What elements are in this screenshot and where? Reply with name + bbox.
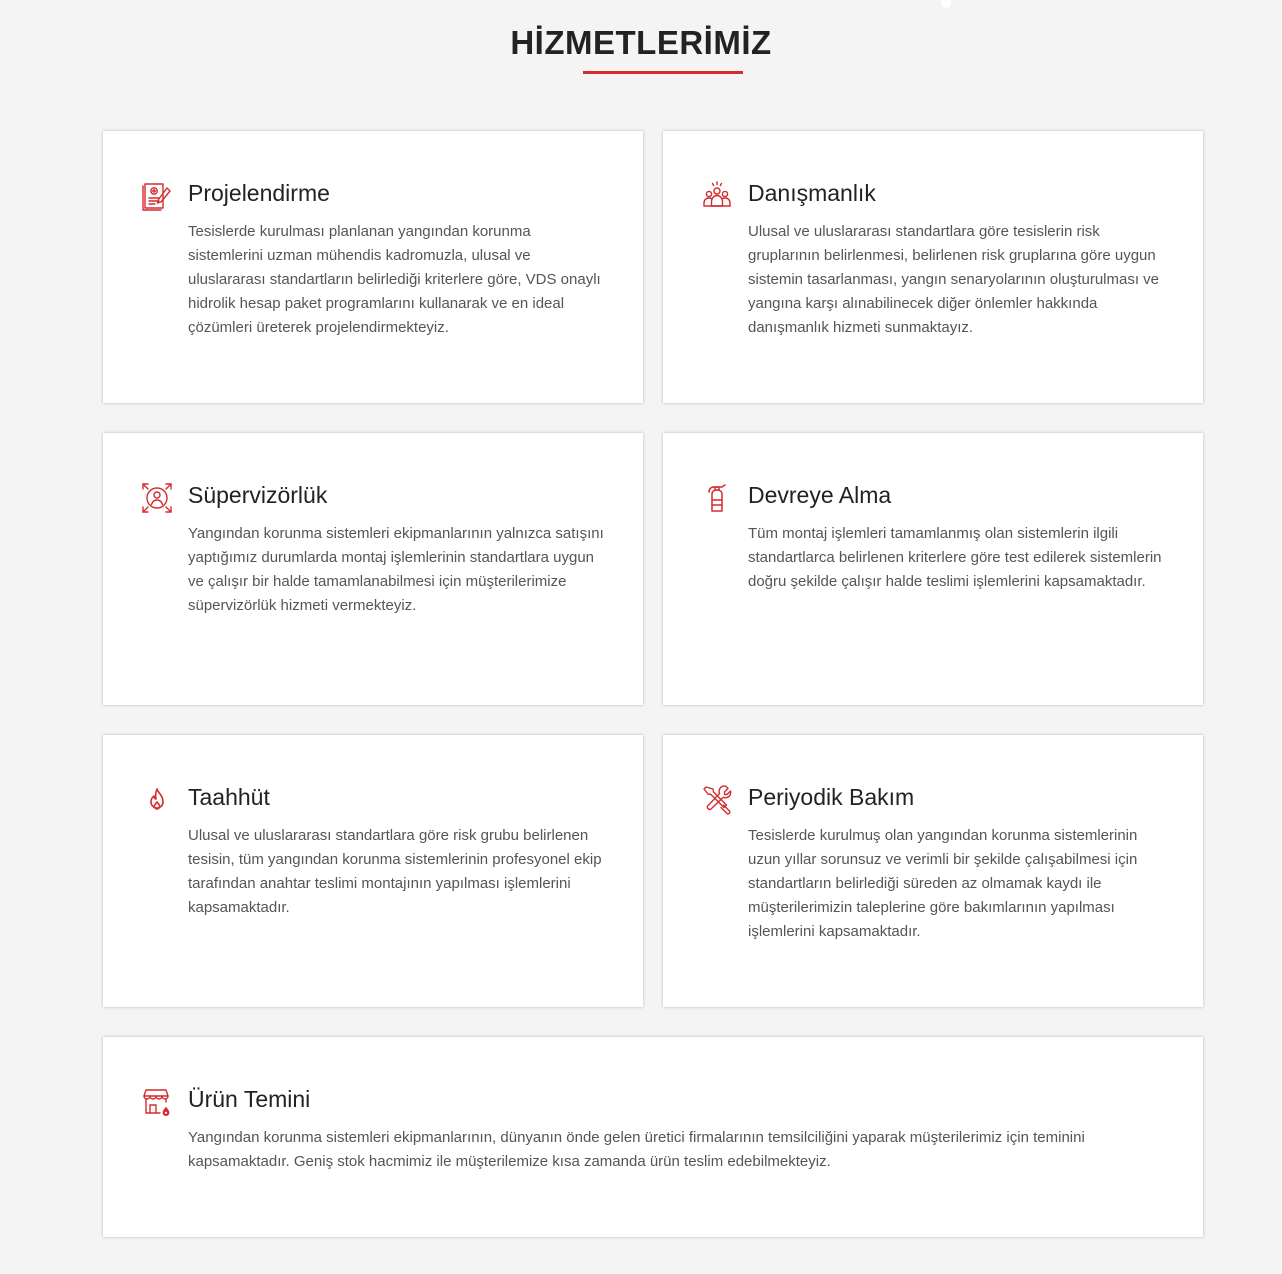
- document-pen-icon: [141, 180, 173, 212]
- fire-extinguisher-icon: [701, 482, 733, 514]
- title-underline: [583, 71, 743, 74]
- store-location-icon: [141, 1086, 173, 1118]
- service-description: Yangından korunma sistemleri ekipmanlarının yalnızca satışını yaptığımız durumlarda montaj işlemlerinin standartlara uygun ve çalışır bir halde tamamlanabilmesi için müşterilerimize süpervizörlük hizmeti vermekteyiz.: [188, 525, 604, 614]
- service-title: Ürün Temini: [188, 1086, 311, 1112]
- service-title: Taahhüt: [188, 784, 270, 810]
- service-card-danismanlik[interactable]: [663, 131, 1203, 403]
- service-card-projelendirme[interactable]: [103, 131, 643, 403]
- service-description: Ulusal ve uluslararası standartlara göre tesislerin risk gruplarının belirlenmesi, belirlenen risk gruplarına göre uygun sistemin tasarlanması, yangın senaryolarının oluşturulması ve yangına karşı alınabilinecek diğer önlemler hakkında danışmanlık hizmeti sunmaktayız.: [748, 223, 1160, 336]
- team-icon: [701, 180, 733, 212]
- service-card-supervizorluk[interactable]: [103, 433, 643, 705]
- services-grid: [103, 131, 1203, 1237]
- service-description: Tesislerde kurulmuş olan yangından korunma sistemlerinin uzun yıllar sorunsuz ve verimli bir şekilde çalışabilmesi için standartların belirlediği süreden az olmamak kaydı ile müşterilerimizin taleplerine göre bakımlarının yapılması işlemlerini kapsamaktadır.: [748, 827, 1138, 940]
- service-card-taahhut[interactable]: [103, 735, 643, 1007]
- service-description: Tüm montaj işlemleri tamamlanmış olan sistemlerin ilgili standartlarca belirlenen kriterlere göre test edilerek sistemlerin doğru şekilde çalışır halde teslimi işlemlerini kapsamaktadır.: [748, 525, 1162, 590]
- supervisor-target-icon: [141, 482, 173, 514]
- flame-icon: [141, 784, 173, 816]
- service-card-periyodik-bakim[interactable]: [663, 735, 1203, 1007]
- service-description: Yangından korunma sistemleri ekipmanlarının, dünyanın önde gelen üretici firmalarının temsilciliğini yaparak müşterilerimiz için teminini kapsamaktadır. Geniş stok hacmimiz ile müşterilemize kısa zamanda ürün teslim edebilmekteyiz.: [188, 1129, 1085, 1170]
- service-card-urun-temini[interactable]: [103, 1037, 1203, 1237]
- tools-icon: [701, 784, 733, 816]
- service-title: Süpervizörlük: [188, 482, 328, 508]
- service-description: Tesislerde kurulması planlanan yangından korunma sistemlerini uzman mühendis kadromuzla, ulusal ve uluslararası standartların belirlediği kriterlere göre, VDS onaylı hidrolik hesap paket programlarını kullanarak ve en ideal çözümleri üreterek projelendirmekteyiz.: [188, 223, 601, 336]
- section-title: HİZMETLERİMİZ: [510, 24, 772, 61]
- service-title: Projelendirme: [188, 180, 330, 206]
- slider-dot: [941, 0, 951, 8]
- service-card-devreye-alma[interactable]: [663, 433, 1203, 705]
- service-title: Periyodik Bakım: [748, 784, 915, 810]
- service-title: Devreye Alma: [748, 482, 892, 508]
- service-description: Ulusal ve uluslararası standartlara göre risk grubu belirlenen tesisin, tüm yangından korunma sistemlerinin profesyonel ekip tarafından anahtar teslimi montajının yapılması işlemlerini kapsamaktadır.: [188, 827, 602, 916]
- service-title: Danışmanlık: [748, 180, 876, 206]
